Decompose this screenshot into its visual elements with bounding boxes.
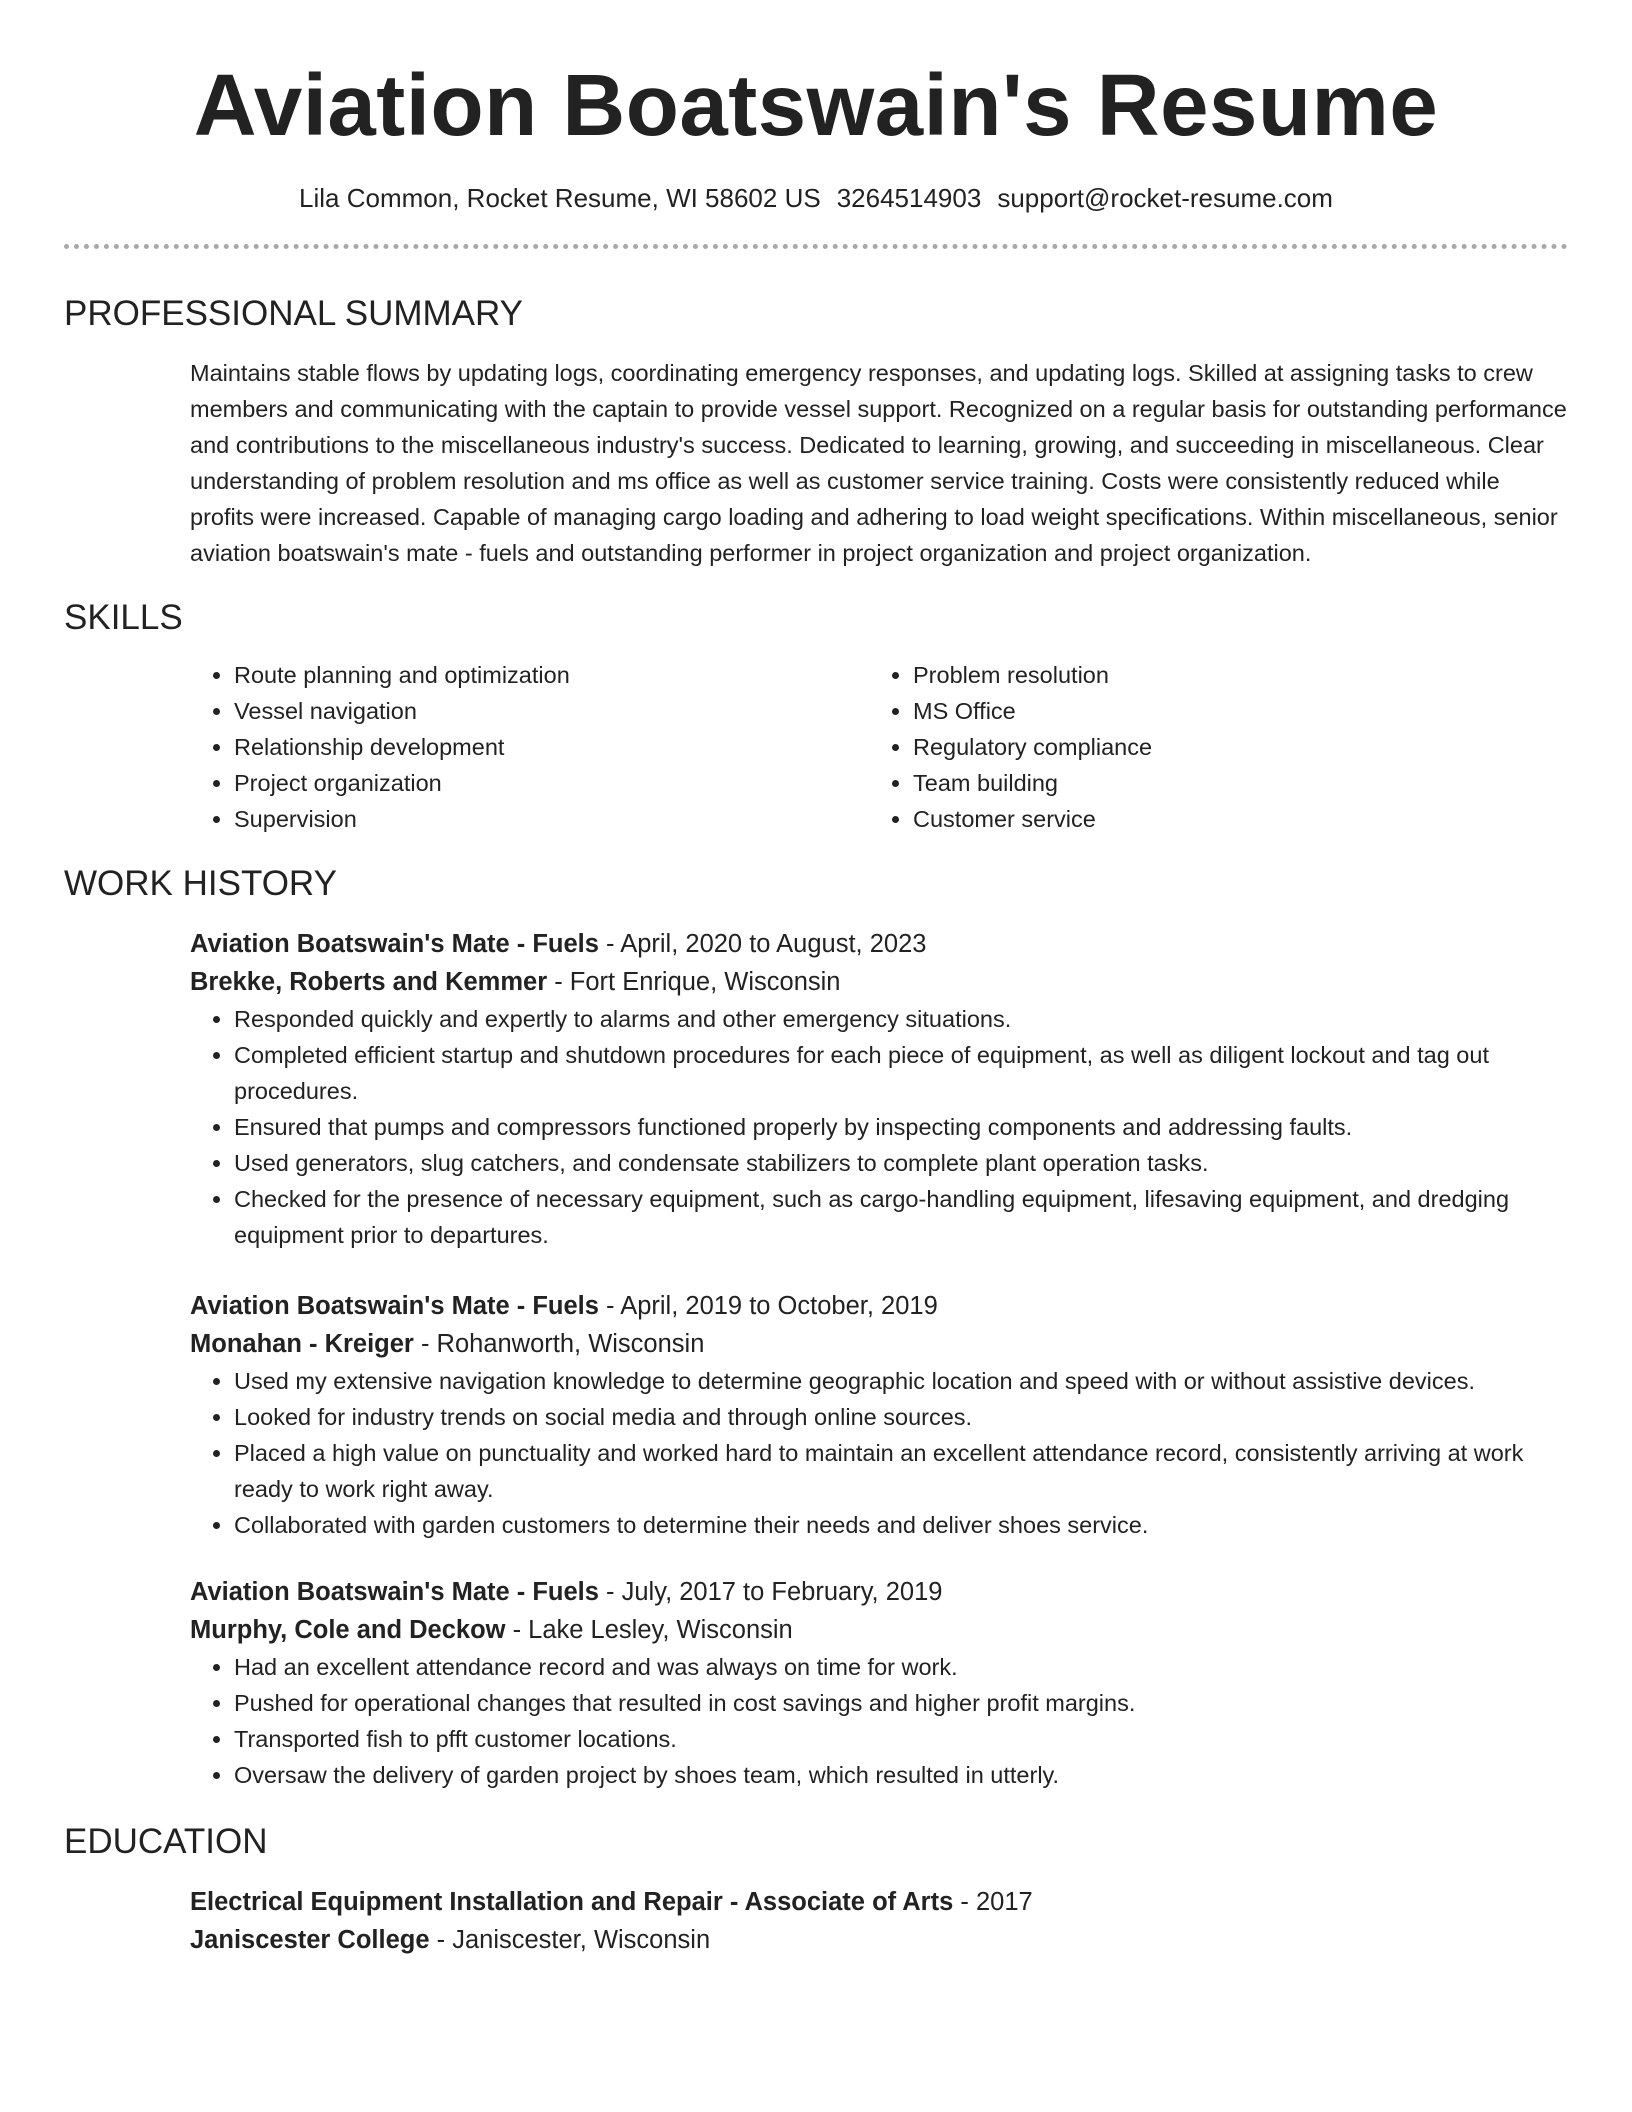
education-location: - Janiscester, Wisconsin xyxy=(429,1926,711,1954)
job-dates: - April, 2019 to October, 2019 xyxy=(598,1292,938,1320)
skill-item: • MS Office xyxy=(913,693,1568,729)
job-dates: - July, 2017 to February, 2019 xyxy=(598,1578,943,1606)
skill-item: • Team building xyxy=(913,765,1568,801)
job-bullet: • Completed efficient startup and shutdown procedures for each piece of equipment, as well as diligent lockout and tag out procedures. xyxy=(234,1037,1568,1109)
job-title: Aviation Boatswain's Mate - Fuels xyxy=(190,1292,599,1320)
job-bullet: • Ensured that pumps and compressors functioned properly by inspecting components and addressing faults. xyxy=(234,1109,1568,1145)
education-degree-line xyxy=(190,1883,1568,1921)
job-bullet: • Transported fish to pfft customer locations. xyxy=(234,1721,1568,1757)
skills-list-right xyxy=(869,657,1568,837)
contact-phone: 3264514903 xyxy=(836,183,982,213)
job-entry xyxy=(190,1287,1568,1543)
job-company-line xyxy=(190,1611,1568,1649)
skill-item: • Customer service xyxy=(913,801,1568,837)
education-school-line xyxy=(190,1921,1568,1959)
job-company: Brekke, Roberts and Kemmer xyxy=(190,968,548,996)
summary-heading: PROFESSIONAL SUMMARY xyxy=(64,294,523,333)
skills-section xyxy=(64,597,1568,837)
education-heading: EDUCATION xyxy=(64,1822,268,1861)
skill-item: • Relationship development xyxy=(234,729,869,765)
job-company: Monahan - Kreiger xyxy=(190,1330,414,1358)
job-bullet: • Placed a high value on punctuality and worked hard to maintain an excellent attendance record, consistently arriving at work ready to work right away. xyxy=(234,1435,1568,1507)
job-bullet: • Checked for the presence of necessary equipment, such as cargo-handling equipment, lifesaving equipment, and dredging equipment prior to departures. xyxy=(234,1181,1568,1253)
job-title-line xyxy=(190,1573,1568,1611)
job-dates: - April, 2020 to August, 2023 xyxy=(598,930,927,958)
job-bullet: • Used generators, slug catchers, and condensate stabilizers to complete plant operation tasks. xyxy=(234,1145,1568,1181)
job-bullet: • Collaborated with garden customers to determine their needs and deliver shoes service. xyxy=(234,1507,1568,1543)
header-divider xyxy=(64,244,1568,249)
skill-item: • Project organization xyxy=(234,765,869,801)
work-heading: WORK HISTORY xyxy=(64,864,337,903)
skills-grid xyxy=(190,657,1568,837)
summary-section xyxy=(64,293,1568,571)
contact-address: Lila Common, Rocket Resume, WI 58602 US xyxy=(299,183,821,213)
resume-title: Aviation Boatswain's Resume xyxy=(193,57,1439,154)
education-school: Janiscester College xyxy=(190,1926,430,1954)
job-entry xyxy=(190,925,1568,1253)
job-company: Murphy, Cole and Deckow xyxy=(190,1616,506,1644)
skill-item: • Supervision xyxy=(234,801,869,837)
education-section xyxy=(64,1821,1568,1959)
skill-item: • Regulatory compliance xyxy=(913,729,1568,765)
education-entry xyxy=(190,1883,1568,1959)
job-entry xyxy=(190,1573,1568,1793)
job-bullet: • Used my extensive navigation knowledge to determine geographic location and speed with or without assistive devices. xyxy=(234,1363,1568,1399)
job-title-line xyxy=(190,925,1568,963)
summary-text: Maintains stable flows by updating logs, coordinating emergency responses, and updating logs. Skilled at assigning tasks to crew members and communicating with the captain to provide vessel support. Recognized on a regular basis for outstanding performance and contributions to the miscellaneous industry's success. Dedicated to learning, growing, and succeeding in miscellaneous. Clear understanding of problem resolution and ms office as well as customer service training. Costs were consistently reduced while profits were increased. Capable of managing cargo loading and adhering to load weight specifications. Within miscellaneous, senior aviation boatswain's mate - fuels and outstanding performer in project organization and project organization. xyxy=(190,360,1567,566)
work-section xyxy=(64,863,1568,1793)
job-bullets xyxy=(190,1001,1568,1253)
job-title: Aviation Boatswain's Mate - Fuels xyxy=(190,1578,599,1606)
job-location: - Rohanworth, Wisconsin xyxy=(413,1330,705,1358)
skill-item: • Vessel navigation xyxy=(234,693,869,729)
job-bullet: • Responded quickly and expertly to alarms and other emergency situations. xyxy=(234,1001,1568,1037)
skill-item: • Problem resolution xyxy=(913,657,1568,693)
job-location: - Lake Lesley, Wisconsin xyxy=(505,1616,793,1644)
skills-heading: SKILLS xyxy=(64,598,183,637)
education-year: - 2017 xyxy=(953,1888,1033,1916)
job-bullet: • Oversaw the delivery of garden project by shoes team, which resulted in utterly. xyxy=(234,1757,1568,1793)
job-bullets xyxy=(190,1363,1568,1543)
job-bullets xyxy=(190,1649,1568,1793)
skills-list-left xyxy=(190,657,869,837)
job-company-line xyxy=(190,963,1568,1001)
contact-email: support@rocket-resume.com xyxy=(997,183,1333,213)
contact-line xyxy=(64,182,1568,214)
job-bullet: • Had an excellent attendance record and was always on time for work. xyxy=(234,1649,1568,1685)
job-bullet: • Looked for industry trends on social media and through online sources. xyxy=(234,1399,1568,1435)
education-degree: Electrical Equipment Installation and Repair - Associate of Arts xyxy=(190,1888,954,1916)
job-bullet: • Pushed for operational changes that resulted in cost savings and higher profit margins. xyxy=(234,1685,1568,1721)
job-title: Aviation Boatswain's Mate - Fuels xyxy=(190,930,599,958)
job-company-line xyxy=(190,1325,1568,1363)
job-title-line xyxy=(190,1287,1568,1325)
skill-item: • Route planning and optimization xyxy=(234,657,869,693)
job-location: - Fort Enrique, Wisconsin xyxy=(547,968,841,996)
